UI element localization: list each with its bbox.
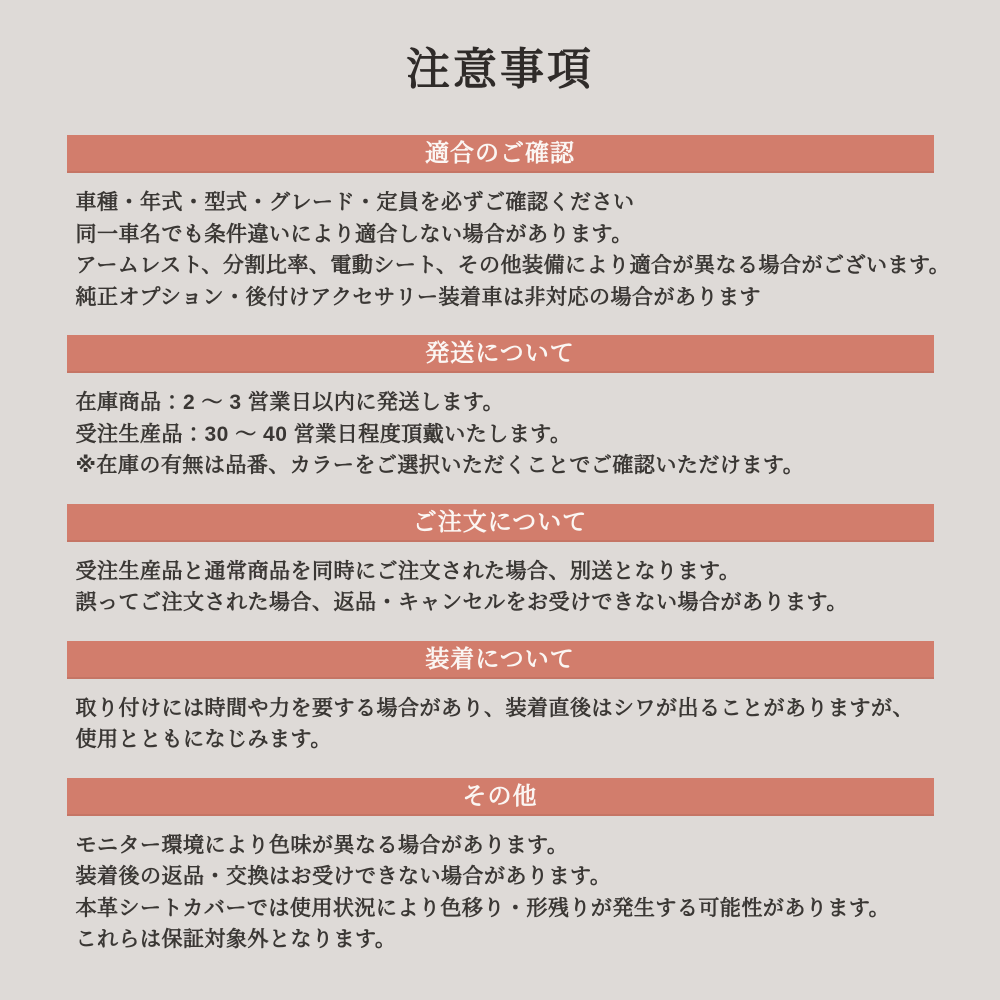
section-line: 取り付けには時間や力を要する場合があり、装着直後はシワが出ることがありますが、 bbox=[75, 696, 914, 720]
notice-section bbox=[67, 135, 951, 335]
section-line: 誤ってご注文された場合、返品・キャンセルをお受けできない場合があります。 bbox=[75, 591, 848, 615]
section-line: これらは保証対象外となります。 bbox=[75, 928, 397, 952]
section-line: アームレスト、分割比率、電動シート、その他装備により適合が異なる場合がございます。 bbox=[75, 254, 951, 278]
page-title: 注意事項 bbox=[406, 45, 594, 94]
section-line: 車種・年式・型式・グレード・定員を必ずご確認ください bbox=[75, 191, 635, 215]
section-header: 発送について bbox=[67, 335, 934, 373]
section-body bbox=[67, 542, 934, 641]
section-line: 同一車名でも条件違いにより適合しない場合があります。 bbox=[75, 222, 633, 246]
section-line: 受注生産品と通常商品を同時にご注文された場合、別送となります。 bbox=[75, 559, 741, 583]
notice-section bbox=[67, 335, 934, 504]
section-line: 受注生産品：30 ～ 40 営業日程度頂戴いたします。 bbox=[75, 422, 572, 446]
notice-section bbox=[67, 641, 934, 778]
section-header: 装着について bbox=[67, 641, 934, 679]
section-body bbox=[67, 679, 934, 778]
section-line: 使用とともになじみます。 bbox=[75, 728, 332, 752]
section-header: 適合のご確認 bbox=[67, 135, 934, 173]
notice-section bbox=[67, 778, 934, 978]
section-body bbox=[67, 373, 934, 504]
section-line: 本革シートカバーでは使用状況により色移り・形残りが発生する可能性があります。 bbox=[75, 896, 891, 920]
notice-sections bbox=[67, 135, 951, 978]
section-line: 純正オプション・後付けアクセサリー装着車は非対応の場合があります bbox=[75, 285, 761, 309]
section-line: モニター環境により色味が異なる場合があります。 bbox=[75, 833, 569, 857]
section-line: ※在庫の有無は品番、カラーをご選択いただくことでご確認いただけます。 bbox=[75, 454, 805, 478]
section-body bbox=[67, 816, 934, 978]
notice-section bbox=[67, 504, 934, 641]
section-line: 装着後の返品・交換はお受けできない場合があります。 bbox=[75, 865, 612, 889]
section-header: その他 bbox=[67, 778, 934, 816]
section-header: ご注文について bbox=[67, 504, 934, 542]
section-body bbox=[67, 173, 951, 335]
section-line: 在庫商品：2 ～ 3 営業日以内に発送します。 bbox=[75, 391, 505, 415]
